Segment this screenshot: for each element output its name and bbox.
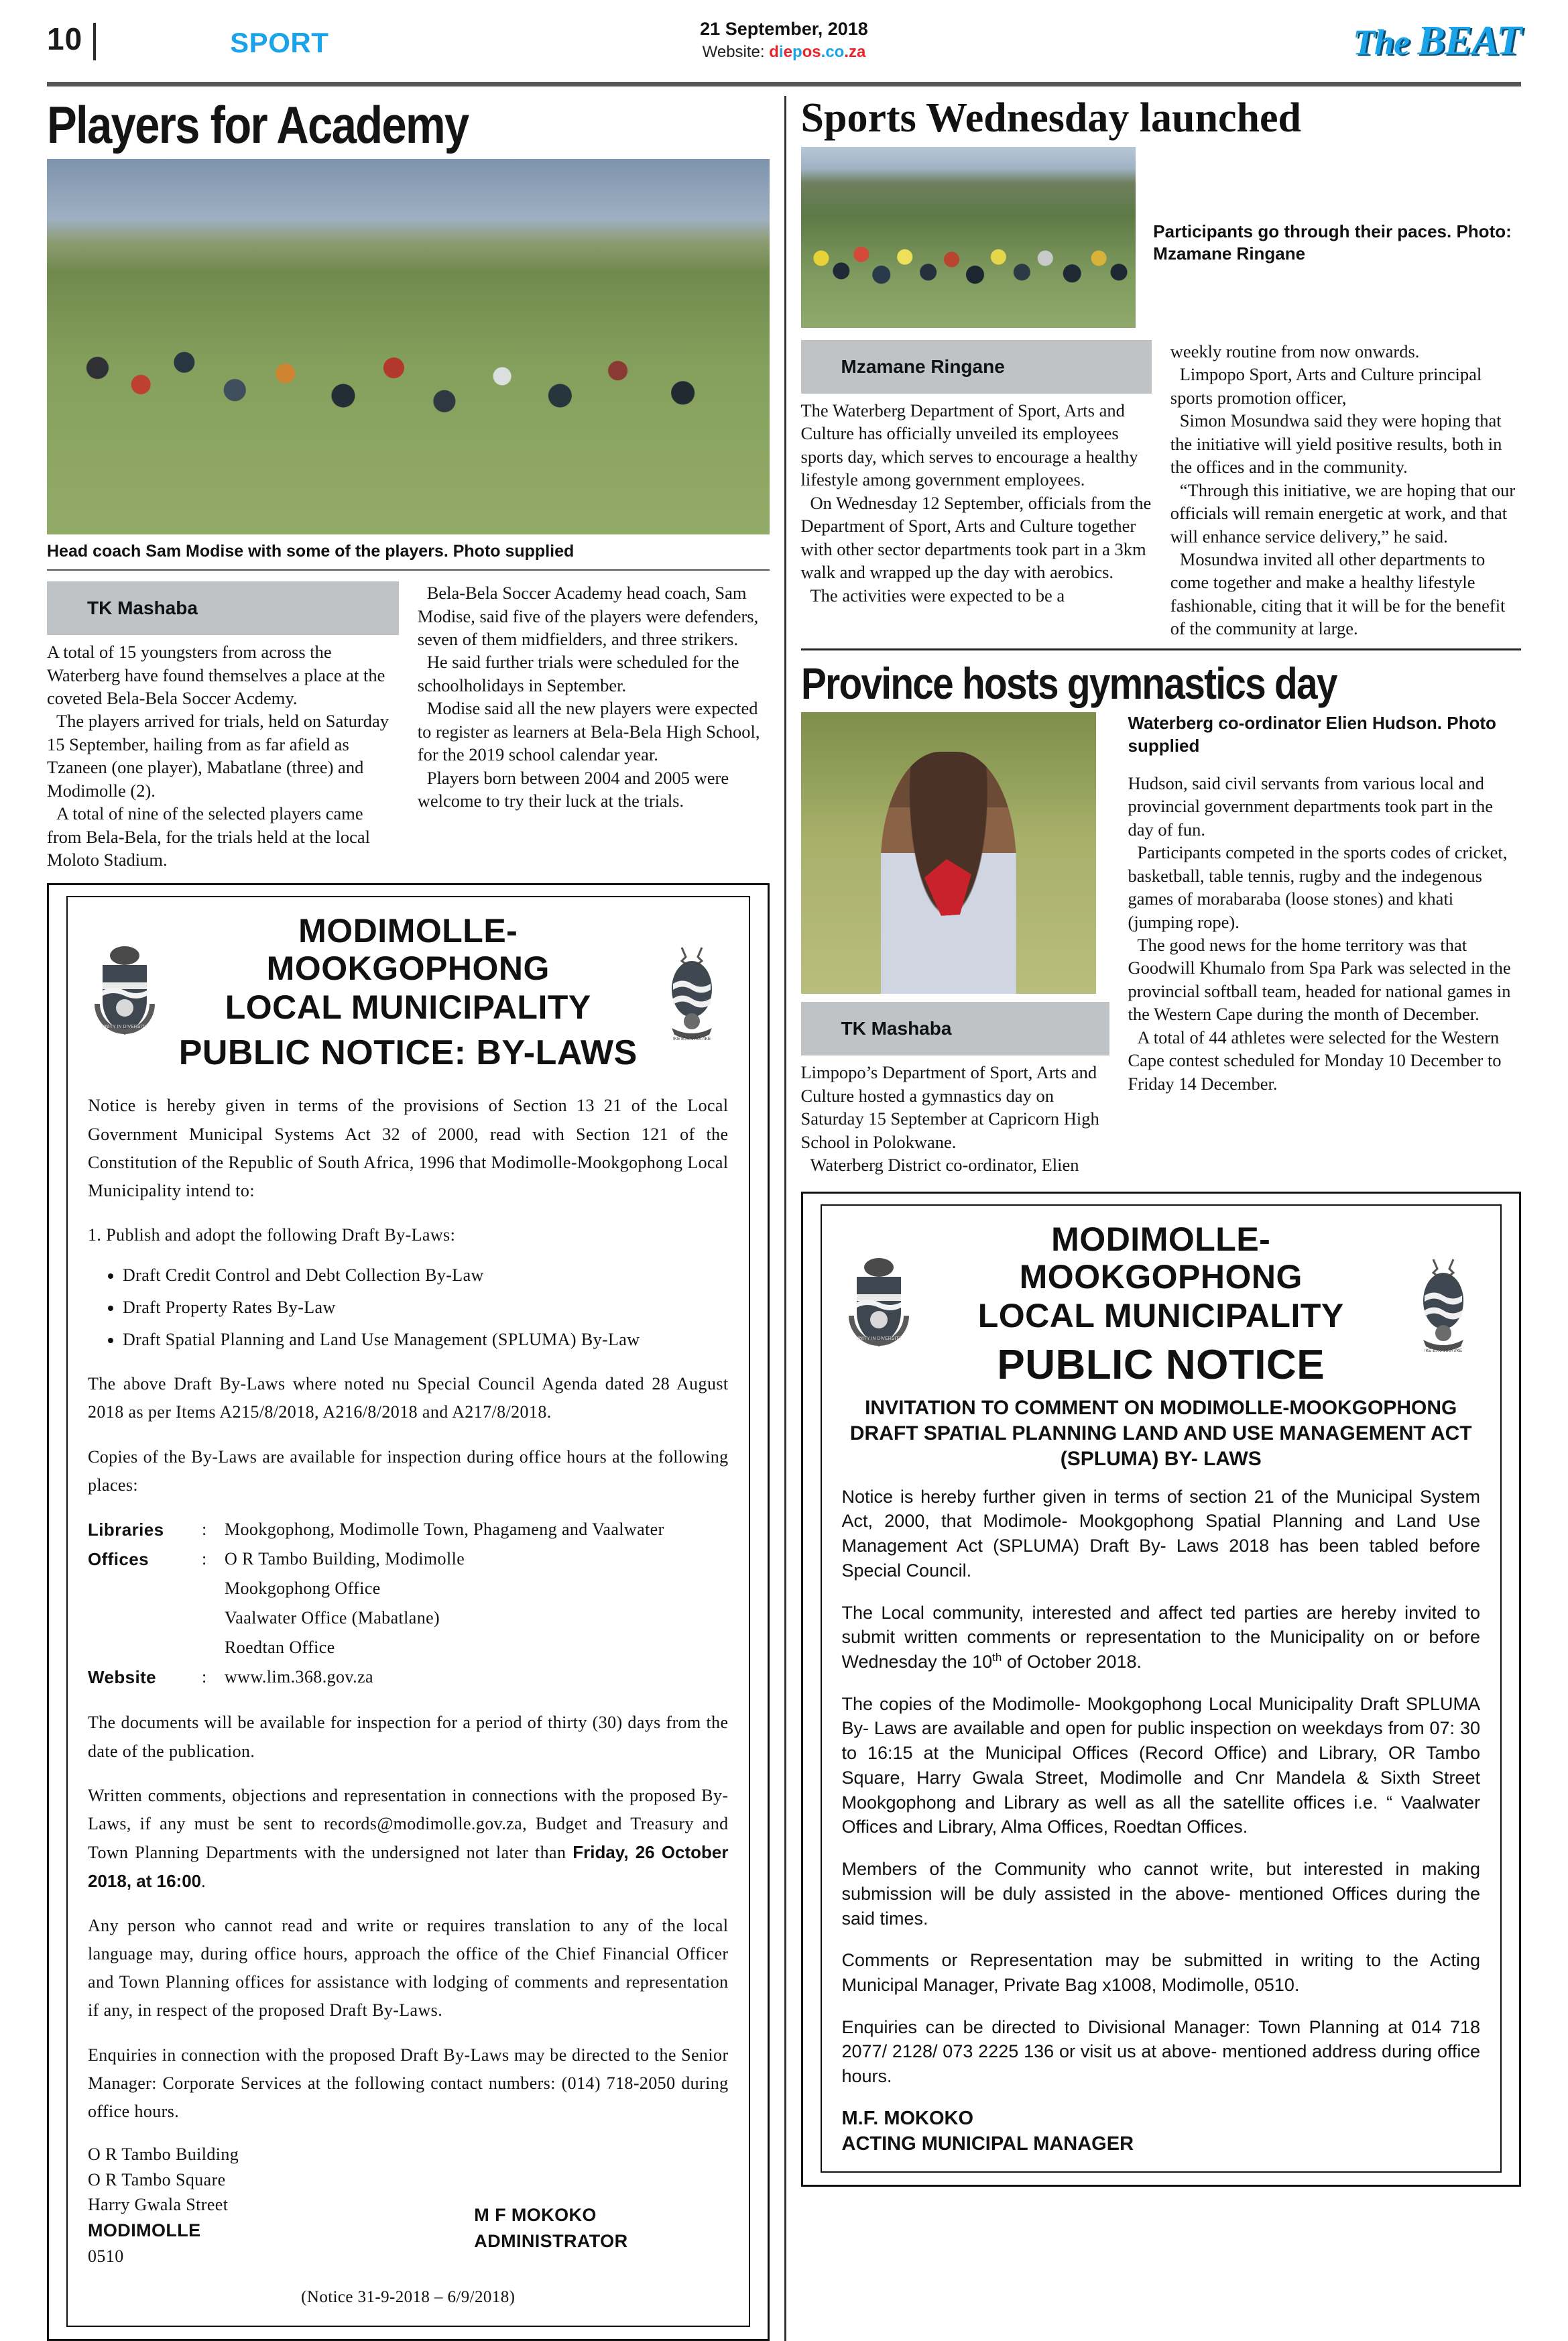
- page-columns: [47, 96, 1521, 2341]
- table-row: Roedtan Office: [225, 1638, 335, 1658]
- municipality-crest-icon: [88, 942, 162, 1043]
- svg-text:!KE E:/XARRA //KE: !KE E:/XARRA //KE: [672, 1037, 711, 1042]
- advert-spluma: [801, 1192, 1522, 2187]
- academy-col1: A total of 15 youngsters from across the Waterberg have found themselves a place at the coveted Bela-Bela Soccer Acdemy. The players arrived for trials, held on Saturday 15 September, hailing from as far afield as Tzaneen (one player), Mabatlane (three) and Modimolle (2). A total of nine of the selected players came from Bela-Bela, for the trials held at the local Moloto Stadium.: [47, 642, 389, 870]
- photo-elien-hudson: [801, 712, 1096, 994]
- bylaws-notice-reference: (Notice 31-9-2018 – 6/9/2018): [301, 2287, 516, 2306]
- spluma-para-1: Notice is hereby further given in terms of section 21 of the Municipal System Act, 2000, that Modimole- Mookgophong Spatial Planning and Land Use Management Act (SPLUMA) Draft By- Laws 2018 has been tabled before Special Council.: [841, 1486, 1480, 1581]
- advert-title-line3: PUBLIC NOTICE: [997, 1341, 1325, 1388]
- page-number: 10: [47, 17, 96, 60]
- table-row: Vaalwater Office (Mabatlane): [225, 1608, 440, 1628]
- advert-spluma-body: [842, 1485, 1481, 2157]
- wednesday-col2: weekly routine from now onwards. Limpopo Sport, Arts and Culture principal sports promotion officer, Simon Mosundwa said they were hoping that the initiative will yield positive results, both in the offices and in the community. “Through this initiative, we are hoping that our officials will remain energetic at work, and that will enhance service delivery,” he said. Mosundwa invited all other departments to come together and make a healthy lifestyle fashionable, citing that it will be for the benefit of the community at large.: [1170, 341, 1516, 639]
- website-label: Website:: [702, 43, 765, 61]
- bylaws-enquiries-para: Enquiries in connection with the proposed Draft By-Laws may be directed to the Senior Manager: Corporate Services at the following contact numbers: (014) 718-2050 during office hours.: [88, 2045, 729, 2121]
- table-row: Libraries : Mookgophong, Modimolle Town, Phagameng and Vaalwater: [88, 1519, 664, 1540]
- bylaws-deadline: Friday, 26 October 2018, at 16:00: [88, 1841, 729, 1891]
- headline-gymnastics-day: Province hosts gymnastics day: [800, 658, 1337, 708]
- advert-bylaws-titles: [171, 912, 646, 1073]
- signatory-name: M.F. MOKOKO: [841, 2107, 974, 2129]
- table-row: Website : www.lim.368.gov.za: [88, 1667, 373, 1688]
- bylaws-bullet: • Draft Property Rates By-Law: [123, 1294, 729, 1322]
- article-academy-body: [47, 581, 770, 871]
- advert-title-line2: LOCAL MUNICIPALITY: [225, 988, 591, 1027]
- masthead: [47, 17, 1521, 79]
- spluma-para-invite: The Local community, interested and affect ted parties are hereby invited to submit written comments or representation to the Municipality on or before Wednesday the 10th of October 2018.: [841, 1602, 1480, 1672]
- municipality-crest-icon: [842, 1254, 916, 1355]
- headline-players-academy: Players for Academy: [47, 95, 469, 154]
- academy-col2: Bela-Bela Soccer Academy head coach, Sam Modise, said five of the players were defenders, seven of them midfielders, and three strikers. He said further trials were scheduled for the schoolholidays in September. Modise said all the new players were expected to register as learners at Bela-Bela High School, for the 2019 school calendar year. Players born between 2004 and 2005 were welcome to try their luck at the trials.: [417, 583, 760, 811]
- bylaws-written-comments-para: Written comments, objections and representation in connections with the proposed By-Laws, if any must be sent to records@modimolle.gov.za, Budget and Treasury and Town Planning Departments with the undersigned not later than Friday, 26 October 2018, at 16:00.: [88, 1785, 729, 1891]
- bylaws-intro: Notice is hereby given in terms of the provisions of Section 13 21 of the Local Government Municipal Systems Act 32 of 2000, read with Section 121 of the Constitution of the Republic of South Africa, 1996 that Modimolle-Mookgophong Local Municipality intend to:: [88, 1096, 729, 1200]
- svg-text:!KE E:/XARRA //KE: !KE E:/XARRA //KE: [1424, 1349, 1463, 1354]
- bylaws-copies-para: Copies of the By-Laws are available for inspection during office hours at the following places:: [88, 1446, 729, 1495]
- coat-of-arms-icon: [1406, 1254, 1480, 1355]
- photo-academy-players: [47, 159, 770, 534]
- byline-tk-mashaba-1: TK Mashaba: [47, 581, 399, 635]
- website-line: [700, 43, 868, 62]
- advert-bylaws-body: [88, 1092, 729, 2311]
- advert-title-line2: LOCAL MUNICIPALITY: [977, 1296, 1344, 1334]
- bylaws-bullet: • Draft Spatial Planning and Land Use Management (SPLUMA) By-Law: [123, 1326, 729, 1354]
- bylaws-address: O R Tambo Building O R Tambo Square Harry Gwala Street MODIMOLLE 0510: [88, 2144, 239, 2267]
- article-wednesday-body: [801, 340, 1522, 640]
- bylaws-agenda-para: The above Draft By-Laws where noted nu Special Council Agenda dated 28 August 2018 as per Items A215/8/2018, A216/8/2018 and A217/8/2018.: [88, 1374, 729, 1422]
- advert-title-line3: PUBLIC NOTICE: BY-LAWS: [178, 1033, 638, 1073]
- bylaws-thirty-days-para: The documents will be available for inspection for a period of thirty (30) days from the date of the publication.: [88, 1713, 729, 1761]
- byline-tk-mashaba-2: TK Mashaba: [801, 1002, 1109, 1055]
- divider: [801, 648, 1522, 650]
- bylaws-item-1: 1. Publish and adopt the following Draft By-Laws:: [88, 1224, 456, 1245]
- spluma-para-5: Enquiries can be directed to Divisional Manager: Town Planning at 014 718 2077/ 2128/ 073 2225 136 or visit us at above- mentioned address during office hours.: [841, 2016, 1480, 2087]
- advert-spluma-titles: [925, 1220, 1398, 1389]
- gymnastics-col1: Limpopo’s Department of Sport, Arts and Culture hosted a gymnastics day on Saturday 15 September at Capricorn High School in Polokwane. Waterberg District co-ordinator, Elien: [800, 1062, 1099, 1176]
- publication-logo: The BEAT: [1352, 18, 1521, 64]
- bylaws-places-table: [88, 1516, 729, 1692]
- spluma-para-3: Members of the Community who cannot write, but interested in making submission will be duly assisted in the above- mentioned Offices during the said times.: [841, 1859, 1480, 1929]
- svg-text:UNITY IN DIVERSITY: UNITY IN DIVERSITY: [855, 1336, 902, 1342]
- bylaws-bullet: • Draft Credit Control and Debt Collection By-Law: [123, 1261, 729, 1290]
- caption-sports-wednesday: Participants go through their paces. Photo: Mzamane Ringane: [1153, 221, 1512, 264]
- table-row: Offices : O R Tambo Building, Modimolle: [88, 1548, 465, 1569]
- headline-sports-wednesday: Sports Wednesday launched: [800, 95, 1302, 141]
- section-label: SPORT: [230, 27, 329, 58]
- website-url[interactable]: diepos.co.za: [769, 43, 866, 61]
- masthead-rule: [47, 82, 1521, 87]
- wednesday-photo-row: [801, 147, 1522, 328]
- caption-elien-hudson: Waterberg co-ordinator Elien Hudson. Photo supplied: [1128, 713, 1496, 756]
- signatory-name: M F MOKOKO: [474, 2204, 597, 2225]
- photo-sports-wednesday: [801, 147, 1136, 328]
- wednesday-col1: The Waterberg Department of Sport, Arts and Culture has officially unveiled its employees sports day, which serves to encourage a healthy lifestyle among government employees. On Wednesday 12 September, officials from the Department of Sport, Arts and Culture together with other sector departments took part in a 3km walk and wrapped up the day with aerobics. The activities were expected to be a: [800, 400, 1152, 606]
- article-gymnastics-body: [801, 712, 1522, 1176]
- bylaws-bullet-list: [88, 1261, 729, 1354]
- coat-of-arms-icon: [655, 942, 729, 1043]
- byline-mzamane-ringane: Mzamane Ringane: [801, 340, 1152, 394]
- masthead-center: [700, 19, 868, 62]
- issue-date: 21 September, 2018: [700, 19, 868, 39]
- spluma-signatory: [842, 2106, 1481, 2157]
- advert-bylaws-header: [88, 912, 729, 1073]
- masthead-divider: [93, 23, 96, 60]
- left-column: [47, 96, 784, 2341]
- svg-text:UNITY IN DIVERSITY: UNITY IN DIVERSITY: [101, 1025, 148, 1030]
- signatory-title: ADMINISTRATOR: [474, 2231, 628, 2251]
- advert-spluma-header: [842, 1220, 1481, 1389]
- gymnastics-col2: Hudson, said civil servants from various local and provincial government departments took part in the day of fun. Participants competed in the sports codes of cricket, basketball, table tennis, rugby and the indegenous games of morabaraba (loose stones) and khati (jumping rope). The good news for the home territory was that Goodwill Khumalo from Spa Park was selected in the provincial softball team, headed for national games in the Western Cape during the month of December. A total of 44 athletes were selected for the Western Cape contest scheduled for Monday 10 December to Friday 14 December.: [1128, 773, 1511, 1094]
- table-row: Mookgophong Office: [225, 1579, 381, 1598]
- bylaws-signature-block: [88, 2142, 729, 2269]
- advert-spluma-subtitle: INVITATION TO COMMENT ON MODIMOLLE-MOOKGOPHONG DRAFT SPATIAL PLANNING LAND AND USE MANAGEMENT ACT (SPLUMA) BY- LAWS: [849, 1396, 1472, 1471]
- caption-academy-players: Head coach Sam Modise with some of the players. Photo supplied: [47, 542, 575, 561]
- divider: [47, 569, 770, 571]
- right-column: [784, 96, 1522, 2341]
- advert-bylaws: [47, 883, 770, 2341]
- bylaws-signatory: [474, 2142, 728, 2269]
- advert-title-line1: MODIMOLLE-MOOKGOPHONG: [1019, 1220, 1303, 1296]
- signatory-title: ACTING MUNICIPAL MANAGER: [841, 2132, 1134, 2155]
- advert-title-line1: MODIMOLLE-MOOKGOPHONG: [266, 912, 550, 988]
- spluma-para-2: The copies of the Modimolle- Mookgophong Local Municipality Draft SPLUMA By- Laws are available and open for public inspection on weekdays from 07: 30 to 16:15 at the Municipal Offices (Record Office) and Library, OR Tambo Square, Harry Gwala Street, Modimolle and Cnr Mandela & Sixth Street Mookgophong and Library as well as all the satellite offices i.e. “ Vaalwater Offices and Library, Alma Offices, Roedtan Offices.: [841, 1693, 1480, 1837]
- spluma-para-4: Comments or Representation may be submitted in writing to the Acting Municipal Manager, Private Bag x1008, Modimolle, 0510.: [841, 1950, 1480, 1995]
- bylaws-translation-para: Any person who cannot read and write or requires translation to any of the local language may, during office hours, approach the office of the Chief Financial Officer and Town Planning offices for assistance with lodging of comments and representation if any, in respect of the proposed Draft By-Laws.: [88, 1916, 729, 2020]
